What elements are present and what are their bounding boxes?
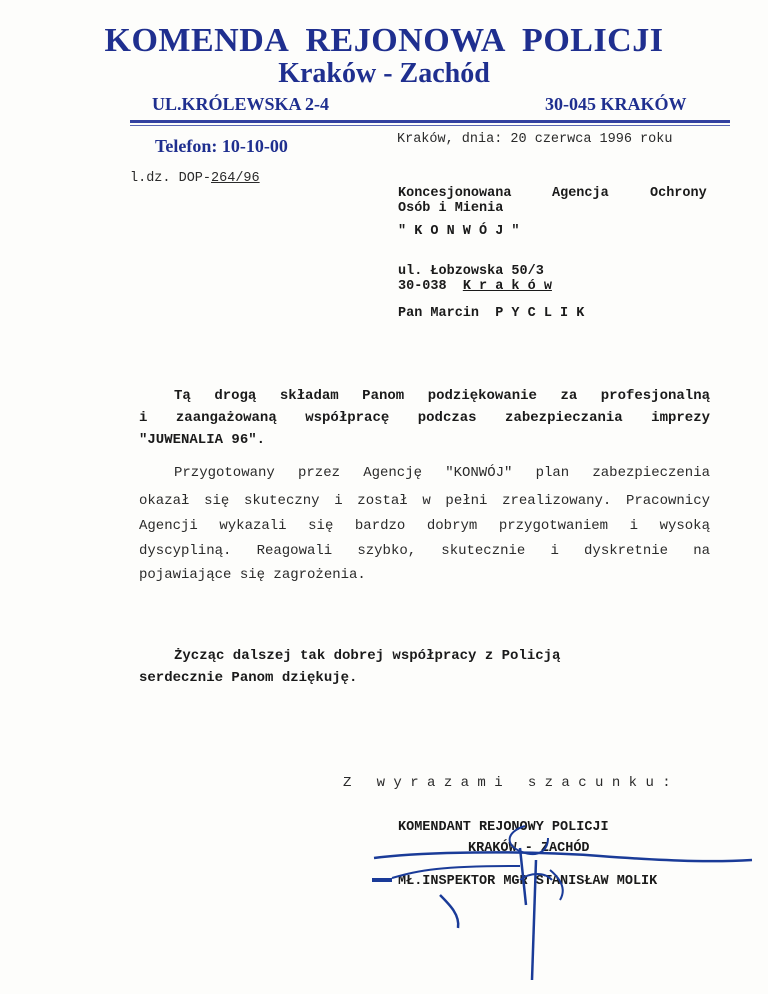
paragraph1-line1: Tą drogą składam Panom podziękowanie za profesjonalną	[174, 388, 710, 404]
paragraph2-line2: okazał się skuteczny i został w pełni zrealizowany. Pracownicy	[139, 493, 710, 509]
recipient-line2: Osób i Mienia	[398, 201, 504, 216]
signature-line2: KRAKÓW - ZACHÓD	[468, 841, 590, 856]
paragraph3-line1: Życząc dalszej tak dobrej współpracy z Policją	[174, 648, 561, 664]
paragraph1-line3: "JUWENALIA 96".	[139, 432, 266, 448]
paragraph2-line1: Przygotowany przez Agencję "KONWÓJ" plan zabezpieczenia	[174, 465, 710, 481]
date-line: Kraków, dnia: 20 czerwca 1996 roku	[397, 132, 673, 147]
recipient-line1-c: Ochrony	[650, 186, 707, 201]
recipient-person-prefix: Pan Marcin	[398, 306, 480, 321]
recipient-street: ul. Łobzowska 50/3	[398, 264, 544, 279]
signature-line3: MŁ.INSPEKTOR MGR STANISŁAW MOLIK	[398, 874, 658, 889]
recipient-postal: 30-038	[398, 279, 447, 294]
reference-prefix: l.dz. DOP-	[130, 171, 212, 186]
recipient-line3: " K O N W Ó J "	[398, 224, 520, 239]
letterhead-phone: Telefon: 10-10-00	[155, 136, 288, 156]
reference-value: 264/96	[211, 171, 260, 186]
signature-line1: KOMENDANT REJONOWY POLICJI	[398, 820, 609, 835]
paragraph2-line4: dyscypliną. Reagowali szybko, skutecznie i dyskretnie na	[139, 543, 710, 559]
paragraph1-line2: i zaangażowaną współpracę podczas zabezpieczania imprezy	[139, 410, 710, 426]
letterhead-city: 30-045 KRAKÓW	[545, 94, 687, 114]
closing-line: Z w y r a z a m i s z a c u n k u :	[343, 775, 671, 791]
paragraph3-line2: serdecznie Panom dziękuję.	[139, 670, 358, 686]
letterhead-street: UL.KRÓLEWSKA 2-4	[152, 94, 330, 114]
paragraph2-line5: pojawiające się zagrożenia.	[139, 567, 366, 583]
paragraph2-line3: Agencji wykazali się bardzo dobrym przygotwaniem i wysoką	[139, 518, 710, 534]
letterhead-subtitle: Kraków - Zachód	[278, 58, 490, 89]
recipient-surname: P Y C L I K	[495, 306, 585, 321]
recipient-city: K r a k ó w	[462, 279, 552, 294]
letterhead-title: KOMENDA REJONOWA POLICJI	[104, 22, 664, 59]
recipient-line1-a: Koncesjonowana	[398, 186, 512, 201]
recipient-line1-b: Agencja	[552, 186, 609, 201]
